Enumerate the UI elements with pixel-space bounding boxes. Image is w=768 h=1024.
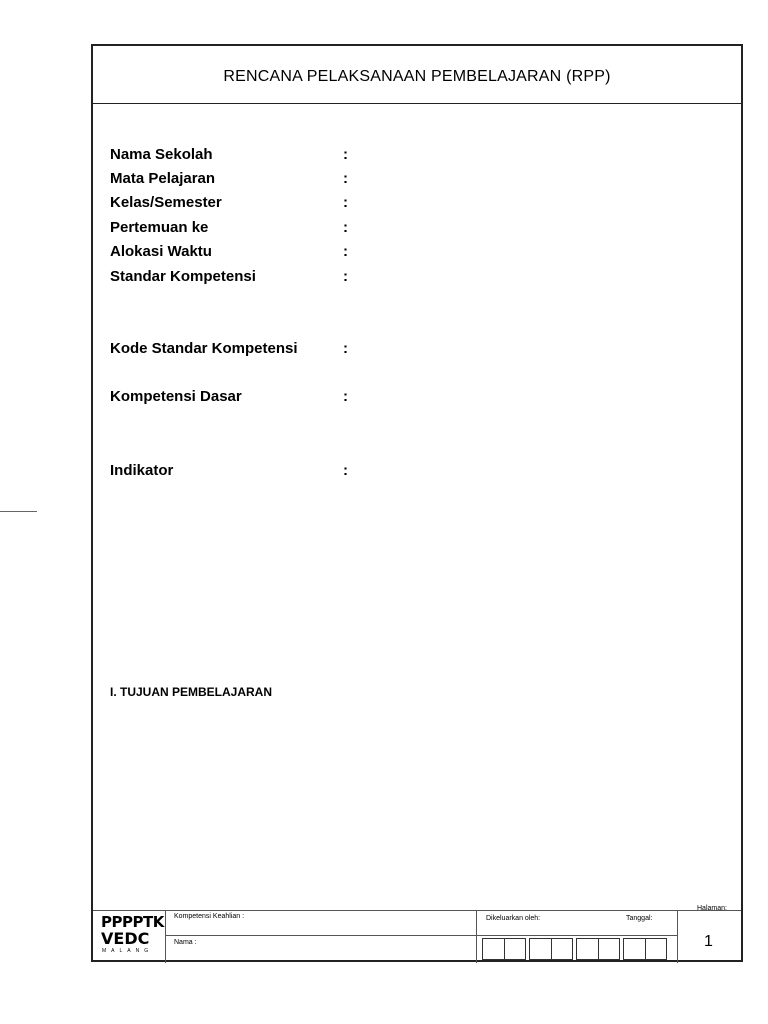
nama-label: Nama :: [174, 939, 197, 946]
logo-text-pppptk: PPPPTK: [101, 913, 164, 931]
field-colon: :: [343, 170, 348, 187]
field-colon: :: [343, 243, 348, 260]
document-footer: [93, 905, 741, 963]
field-label-kompetensi-dasar: Kompetensi Dasar: [110, 388, 242, 405]
field-label-pertemuan-ke: Pertemuan ke: [110, 219, 209, 236]
logo-text-malang: MALANG: [102, 948, 154, 954]
section-heading-tujuan: I. TUJUAN PEMBELAJARAN: [110, 685, 273, 699]
footer-divider: [476, 911, 477, 963]
page-number: 1: [704, 933, 713, 950]
footer-divider: [165, 935, 677, 936]
date-box-group: [576, 938, 620, 960]
title-divider: [93, 103, 741, 104]
field-label-mata-pelajaran: Mata Pelajaran: [110, 170, 216, 187]
field-label-alokasi-waktu: Alokasi Waktu: [110, 243, 212, 260]
field-label-indikator: Indikator: [110, 462, 174, 479]
date-box-group: [623, 938, 667, 960]
field-colon: :: [343, 219, 348, 236]
footer-divider: [677, 911, 678, 963]
field-colon: :: [343, 340, 348, 357]
dikeluarkan-oleh-label: Dikeluarkan oleh:: [486, 915, 541, 922]
kompetensi-keahlian-label: Kompetensi Keahlian :: [174, 913, 245, 920]
date-box-group: [529, 938, 573, 960]
document-title: RENCANA PELAKSANAAN PEMBELAJARAN (RPP): [223, 68, 611, 85]
field-label-kode-standar-kompetensi: Kode Standar Kompetensi: [110, 340, 298, 357]
vedc-logo: [99, 913, 163, 961]
field-colon: :: [343, 388, 348, 405]
field-label-standar-kompetensi: Standar Kompetensi: [110, 268, 256, 285]
field-colon: :: [343, 268, 348, 285]
date-box-group: [482, 938, 526, 960]
field-colon: :: [343, 194, 348, 211]
margin-rule: [0, 511, 37, 512]
logo-text-vedc: VEDC: [101, 929, 150, 948]
document-page: [91, 44, 743, 962]
tanggal-label: Tanggal:: [626, 915, 653, 922]
field-colon: :: [343, 146, 348, 163]
date-boxes: [482, 938, 667, 960]
field-label-nama-sekolah: Nama Sekolah: [110, 146, 213, 163]
field-label-kelas-semester: Kelas/Semester: [110, 194, 222, 211]
halaman-label: Halaman:: [697, 905, 727, 912]
field-colon: :: [343, 462, 348, 479]
footer-divider: [165, 911, 166, 963]
